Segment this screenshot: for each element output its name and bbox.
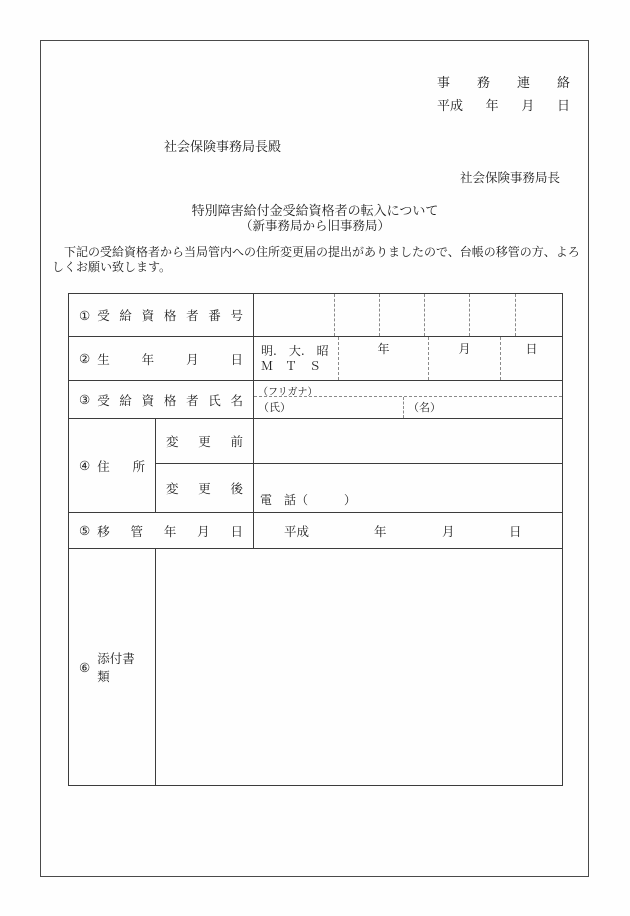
table-row-transfer-date: [69, 513, 563, 549]
row-number-badge: ①: [79, 307, 91, 323]
beneficiary-number-label-cell: [69, 294, 254, 337]
birth-day-segment: [500, 337, 562, 380]
table-row-address-before: [69, 419, 563, 464]
last-name-label: （氏）: [254, 397, 404, 418]
number-segment: [254, 294, 335, 336]
address-after-label: 変更後: [166, 481, 244, 496]
sender-line: 社会保険事務局長: [460, 170, 561, 185]
row-label: 添付書類: [97, 651, 135, 684]
first-name-label: （名）: [408, 401, 442, 414]
address-label-cell: [69, 419, 156, 513]
body-line-1: 下記の受給資格者から当局管内への住所変更届の提出がありましたので、台帳の移管の方、よろ: [52, 245, 580, 259]
year-label: 年: [485, 99, 499, 114]
recipient-line: 社会保険事務局長殿: [164, 140, 282, 155]
row-label: 生年月日: [97, 351, 244, 367]
number-segment: [470, 294, 516, 336]
name-field: [254, 381, 563, 419]
row-number-badge: ⑥: [79, 659, 91, 675]
beneficiary-number-field: [254, 294, 563, 337]
month-label: 月: [521, 99, 535, 114]
name-label-cell: [69, 381, 254, 419]
month-unit-label: 月: [458, 342, 471, 356]
phone-label: 電 話（ ）: [260, 493, 357, 507]
address-after-field: [254, 464, 563, 513]
row-label: 受給資格者氏名: [97, 392, 244, 408]
attachments-label-cell: [69, 549, 156, 786]
header-block: [437, 72, 570, 114]
doc-type: 事務連絡: [437, 76, 570, 91]
birthdate-field: [254, 337, 563, 381]
day-label: 日: [509, 523, 522, 539]
day-unit-label: 日: [525, 342, 538, 356]
body-paragraph: [52, 245, 582, 275]
document-title: 特別障害給付金受給資格者の転入について: [191, 204, 439, 219]
row-label: 移管年月日: [97, 523, 244, 539]
furigana-label: （フリガナ）: [254, 381, 562, 397]
month-label: 月: [442, 523, 455, 539]
year-label: 年: [374, 523, 387, 539]
number-segment: [380, 294, 425, 336]
birthdate-label-cell: [69, 337, 254, 381]
day-label: 日: [556, 99, 570, 114]
number-segment: [425, 294, 470, 336]
transfer-form-table: [68, 293, 563, 786]
address-after-label-cell: [156, 464, 254, 513]
table-row-birthdate: [69, 337, 563, 381]
row-number-badge: ④: [79, 458, 91, 473]
body-line-2: しくお願い致します。: [52, 260, 172, 274]
attachments-field: [156, 549, 563, 786]
address-before-label-cell: [156, 419, 254, 464]
row-label: 住所: [97, 458, 145, 474]
number-segment: [335, 294, 380, 336]
era-alpha-label: Ｍ Ｔ Ｓ: [261, 358, 322, 373]
birth-year-segment: [338, 337, 428, 380]
transfer-date-field: [254, 513, 563, 549]
transfer-date-label-cell: [69, 513, 254, 549]
era-label: 平成: [437, 99, 464, 114]
era-options: [254, 337, 338, 380]
birth-month-segment: [428, 337, 500, 380]
table-row-beneficiary-number: [69, 294, 563, 337]
row-number-badge: ⑤: [79, 523, 91, 538]
row-label: 受給資格者番号: [97, 308, 244, 323]
address-before-field: [254, 419, 563, 464]
number-segment: [516, 294, 562, 336]
table-row-name: [69, 381, 563, 419]
era-label: 平成: [284, 523, 310, 539]
row-number-badge: ③: [79, 392, 91, 407]
issue-date-line: [437, 95, 570, 114]
document-subtitle: （新事務局から旧事務局）: [239, 218, 390, 233]
address-before-label: 変更前: [166, 434, 244, 449]
era-kanji-label: 明. 大. 昭: [261, 343, 329, 358]
row-number-badge: ②: [79, 351, 91, 366]
table-row-attachments: [69, 549, 563, 786]
year-unit-label: 年: [377, 342, 390, 356]
